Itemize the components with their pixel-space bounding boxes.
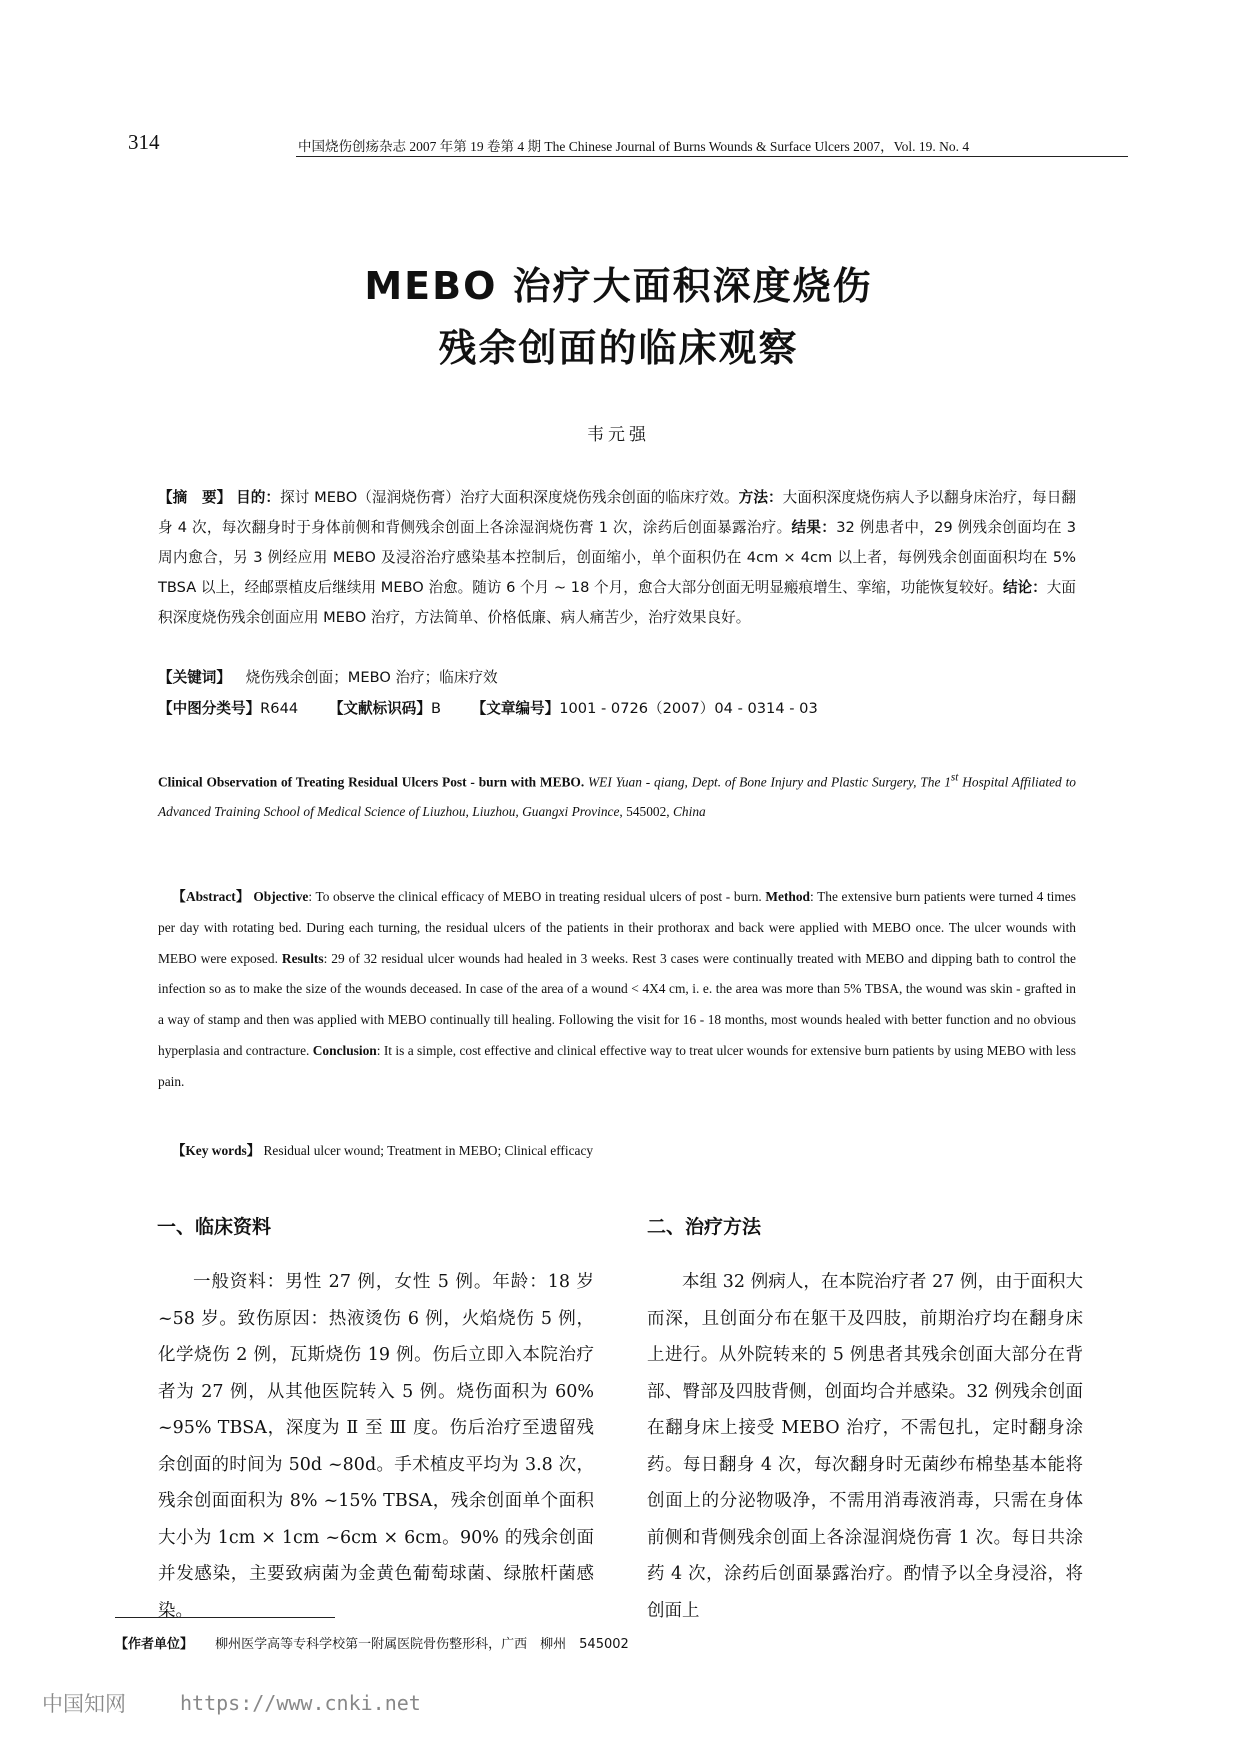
keywords-text: 烧伤残余创面；MEBO 治疗；临床疗效 bbox=[245, 669, 498, 686]
author-name: 韦元强 bbox=[587, 425, 650, 445]
paper-title-line1: MEBO 治疗大面积深度烧伤 bbox=[364, 264, 873, 308]
cnki-watermark-logo: 中国知网 bbox=[42, 1692, 126, 1716]
header-rule bbox=[296, 156, 1128, 157]
section-body-2: 本组 32 例病人，在本院治疗者 27 例，由于面积大而深，且创面分布在躯干及四肢，前期治疗均在翻身床上进行。从外院转来的 5 例患者其残余创面大部分在背部、臀部及四肢背侧，创面均合并感染。32 例残余创面在翻身床上接受 MEBO 治疗，不需包扎，定时翻身涂药。每日翻身 4 次，每次翻身时无菌纱布棉垫基本能将创面上的分泌物吸净，不需用消毒液消毒，只需在身体前侧和背侧残余创面上各涂湿润烧伤膏 1 次。每日共涂药 4 次，涂药后创面暴露治疗。酌情予以全身浸浴，将创面上 bbox=[647, 1272, 1083, 1621]
english-title-block bbox=[158, 763, 1076, 827]
keywords-label: 【关键词】 bbox=[158, 669, 231, 686]
footnote-label: 【作者单位】 bbox=[115, 1637, 194, 1652]
english-affiliation-2: Hospital Affiliated to Advanced Training School of Medical Science of Liuzhou, Liuzhou, Guangxi Province bbox=[158, 774, 1076, 820]
en-objective-label: Objective bbox=[253, 889, 309, 904]
english-affiliation-4: China bbox=[672, 804, 706, 820]
running-header: 中国烧伤创疡杂志 2007 年第 19 卷第 4 期 The Chinese Journal of Burns Wounds & Surface Ulcers 2007，Vol. 19. No. 4 bbox=[298, 139, 970, 154]
conclusion-label: 结论： bbox=[1002, 579, 1047, 596]
clc-value: R644 bbox=[260, 700, 299, 717]
english-affiliation-1: WEI Yuan - qiang, Dept. of Bone Injury and Plastic Surgery, The 1 bbox=[588, 774, 951, 790]
chinese-abstract bbox=[158, 483, 1076, 633]
chinese-keywords bbox=[158, 666, 1076, 687]
classification-line bbox=[158, 697, 1076, 718]
cnki-watermark-url[interactable]: https://www.cnki.net bbox=[180, 1691, 421, 1715]
english-keywords bbox=[172, 1140, 593, 1159]
en-conclusion-text: : It is a simple, cost effective and clinical effective way to treat ulcer wounds for extensive burn patients by using MEBO with less pain. bbox=[158, 1042, 1076, 1089]
section-heading-1: 一、临床资料 bbox=[157, 1216, 272, 1238]
result-text: 32 例患者中，29 例残余创面均在 3 周内愈合，另 3 例经应用 MEBO 及浸浴治疗感染基本控制后，创面缩小，单个面积仍在 4cm × 4cm 以上者，每例残余创面面积均在 5% TBSA 以上，经邮票植皮后继续用 MEBO 治愈。随访 6 个月 ~ 18 个月，愈合大部分创面无明显瘢痕增生、挛缩，功能恢复较好。 bbox=[158, 519, 1076, 596]
section-body-1: 一般资料：男性 27 例，女性 5 例。年龄：18 岁 ~58 岁。致伤原因：热液烫伤 6 例，火焰烧伤 5 例，化学烧伤 2 例，瓦斯烧伤 19 例。伤后立即入本院治疗者为 27 例，从其他医院转入 5 例。烧伤面积为 60% ~95% TBSA，深度为 Ⅱ 至 Ⅲ 度。伤后治疗至遗留残余创面的时间为 50d ~80d。手术植皮平均为 3.8 次，残余创面面积为 8% ~15% TBSA，残余创面单个面积大小为 1cm × 1cm ~6cm × 6cm。90% 的残余创面并发感染，主要致病菌为金黄色葡萄球菌、绿脓杆菌感染。 bbox=[158, 1272, 594, 1621]
method-text: 大面积深度烧伤病人予以翻身床治疗，每日翻身 4 次，每次翻身时于身体前侧和背侧残余创面上各涂湿润烧伤膏 1 次，涂药后创面暴露治疗。 bbox=[158, 489, 1076, 536]
article-no-label: 【文章编号】 bbox=[471, 700, 560, 717]
page-number: 314 bbox=[128, 130, 160, 154]
article-no-value: 1001 - 0726（2007）04 - 0314 - 03 bbox=[559, 700, 818, 717]
clc-label: 【中图分类号】 bbox=[158, 700, 261, 717]
objective-label: 目的： bbox=[236, 489, 281, 506]
section-heading-2: 二、治疗方法 bbox=[647, 1216, 762, 1238]
en-keywords-text: Residual ulcer wound; Treatment in MEBO; Clinical efficacy bbox=[260, 1143, 594, 1158]
en-conclusion-label: Conclusion bbox=[312, 1042, 377, 1058]
method-label: 方法： bbox=[738, 489, 783, 506]
result-label: 结果： bbox=[791, 519, 837, 536]
doc-code-value: B bbox=[430, 700, 441, 717]
conclusion-text: 大面积深度烧伤残余创面应用 MEBO 治疗，方法简单、价格低廉、病人痛苦少，治疗效果良好。 bbox=[158, 579, 1076, 626]
footnote-rule bbox=[115, 1617, 335, 1618]
english-title: Clinical Observation of Treating Residual Ulcers Post - burn with MEBO. bbox=[158, 774, 585, 790]
en-method-label: Method bbox=[765, 889, 810, 904]
footnote-text: 柳州医学高等专科学校第一附属医院骨伤整形科，广西 柳州 545002 bbox=[215, 1637, 629, 1652]
paper-title-line2: 残余创面的临床观察 bbox=[438, 326, 799, 370]
objective-text: 探讨 MEBO（湿润烧伤膏）治疗大面积深度烧伤残余创面的临床疗效。 bbox=[280, 489, 739, 506]
english-affiliation-sup: st bbox=[950, 772, 959, 784]
en-method-text: : The extensive burn patients were turned 4 times per day with rotating bed. During each turning, the residual ulcers of the patients in their prothorax and back were applied with MEBO once. The ulcer wounds with MEBO were exposed. bbox=[158, 889, 1076, 966]
en-objective-text: : To observe the clinical efficacy of MEBO in treating residual ulcers of post - burn. bbox=[308, 889, 762, 904]
en-keywords-label: 【Key words】 bbox=[172, 1143, 261, 1158]
doc-code-label: 【文献标识码】 bbox=[328, 700, 431, 717]
english-affiliation-3: , 545002, bbox=[619, 804, 673, 820]
english-abstract bbox=[158, 882, 1076, 1098]
author-affiliation-footnote bbox=[115, 1633, 629, 1652]
en-abstract-label: 【Abstract】 bbox=[172, 889, 250, 904]
en-results-label: Results bbox=[281, 950, 324, 966]
en-results-text: : 29 of 32 residual ulcer wounds had healed in 3 weeks. Rest 3 cases were continually treated with MEBO and dipping bath to control the infection so as to make the size of the wounds deceased. In case of the area of a wound < 4X4 cm, i. e. the area was more than 5% TBSA, the wound was skin - grafted in a way of stamp and then was applied with MEBO continually till healing. Following the visit for 16 - 18 months, most wounds healed with better function and no obvious hyperplasia and contracture. bbox=[158, 950, 1076, 1058]
abstract-label: 【摘 要】 bbox=[158, 489, 232, 506]
